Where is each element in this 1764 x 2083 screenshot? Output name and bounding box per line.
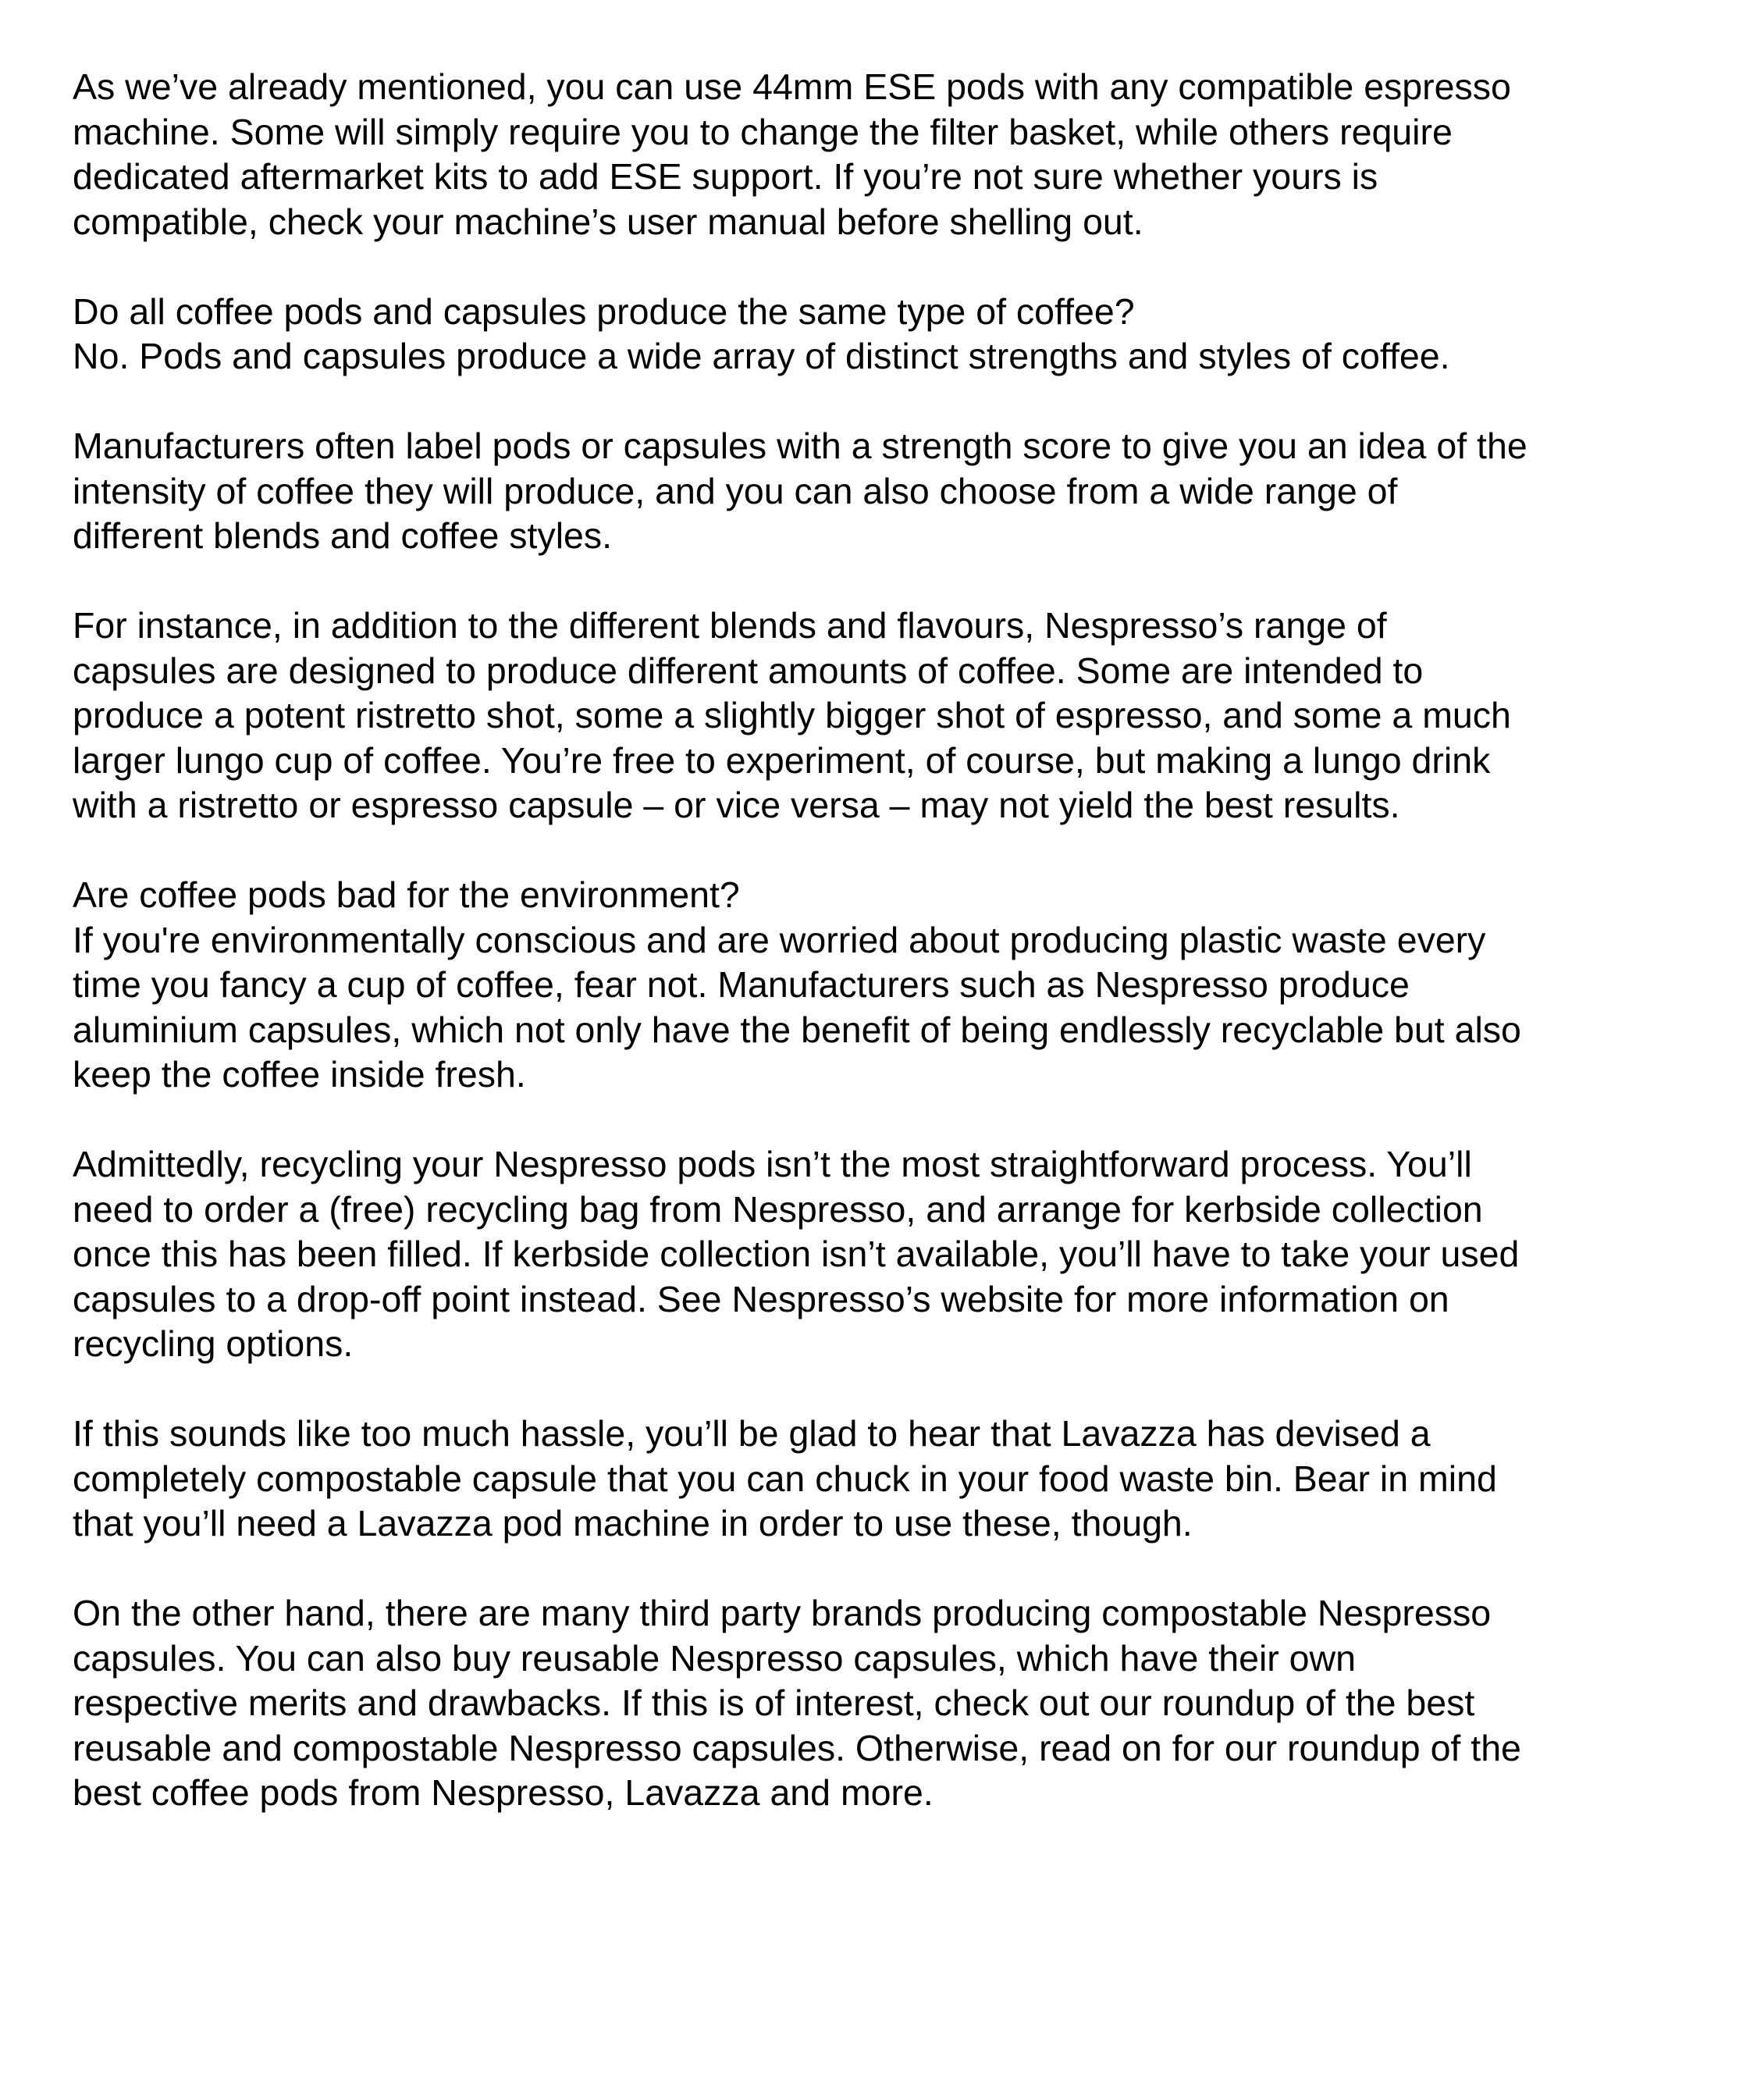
faq-answer: aluminium capsules, which not only have the benefit of being endlessly recyclable but also xyxy=(73,1009,1521,1050)
text-line: dedicated aftermarket kits to add ESE support. If you’re not sure whether yours is xyxy=(73,156,1378,197)
text-line: On the other hand, there are many third party brands producing compostable Nespresso xyxy=(73,1593,1492,1633)
text-line: machine. Some will simply require you to change the filter basket, while others require xyxy=(73,111,1453,152)
text-line: capsules are designed to produce different amounts of coffee. Some are intended to xyxy=(73,650,1424,691)
faq-environment xyxy=(73,873,1735,1098)
text-line: best coffee pods from Nespresso, Lavazza and more. xyxy=(73,1772,934,1813)
faq-answer: time you fancy a cup of coffee, fear not. Manufacturers such as Nespresso produce xyxy=(73,964,1410,1005)
text-line: with a ristretto or espresso capsule – or vice versa – may not yield the best results. xyxy=(73,785,1400,825)
faq-answer: If you're environmentally conscious and are worried about producing plastic waste every xyxy=(73,919,1486,960)
text-line: intensity of coffee they will produce, and you can also choose from a wide range of xyxy=(73,470,1398,511)
text-line: need to order a (free) recycling bag from Nespresso, and arrange for kerbside collection xyxy=(73,1188,1483,1230)
faq-same-type-of-coffee xyxy=(73,290,1735,379)
text-line: that you’ll need a Lavazza pod machine in order to use these, though. xyxy=(73,1503,1193,1544)
paragraph-lavazza-compostable xyxy=(73,1412,1735,1547)
text-line: respective merits and drawbacks. If this is of interest, check out our roundup of the best xyxy=(73,1682,1475,1723)
text-line: As we’ve already mentioned, you can use 44mm ESE pods with any compatible espresso xyxy=(73,66,1511,107)
text-line: larger lungo cup of coffee. You’re free to experiment, of course, but making a lungo drink xyxy=(73,739,1491,781)
text-line: completely compostable capsule that you can chuck in your food waste bin. Bear in mind xyxy=(73,1458,1497,1499)
text-line: reusable and compostable Nespresso capsules. Otherwise, read on for our roundup of the xyxy=(73,1727,1521,1768)
faq-answer: keep the coffee inside fresh. xyxy=(73,1054,526,1095)
text-line: different blends and coffee styles. xyxy=(73,515,613,556)
text-line: Admittedly, recycling your Nespresso pods isn’t the most straightforward process. You’ll xyxy=(73,1144,1472,1184)
paragraph-ese-compatibility xyxy=(73,65,1735,244)
text-line: If this sounds like too much hassle, you’ll be glad to hear that Lavazza has devised a xyxy=(73,1413,1431,1454)
text-line: For instance, in addition to the different blends and flavours, Nespresso’s range of xyxy=(73,605,1387,646)
paragraph-strength-score xyxy=(73,424,1735,559)
document-page xyxy=(73,65,1735,1860)
faq-question: Are coffee pods bad for the environment? xyxy=(73,874,740,915)
faq-answer: No. Pods and capsules produce a wide array of distinct strengths and styles of coffee. xyxy=(73,336,1450,376)
text-line: produce a potent ristretto shot, some a slightly bigger shot of espresso, and some a much xyxy=(73,695,1511,735)
paragraph-recycling xyxy=(73,1142,1735,1367)
text-line: capsules. You can also buy reusable Nespresso capsules, which have their own xyxy=(73,1637,1356,1679)
text-line: recycling options. xyxy=(73,1323,354,1364)
faq-question: Do all coffee pods and capsules produce the same type of coffee? xyxy=(73,290,1135,332)
paragraph-third-party-brands xyxy=(73,1591,1735,1816)
text-line: Manufacturers often label pods or capsules with a strength score to give you an idea of the xyxy=(73,426,1527,466)
text-line: once this has been filled. If kerbside collection isn’t available, you’ll have to take your used xyxy=(73,1234,1520,1274)
text-line: compatible, check your machine’s user manual before shelling out. xyxy=(73,201,1143,242)
paragraph-nespresso-range xyxy=(73,604,1735,828)
text-line: capsules to a drop-off point instead. See Nespresso’s website for more information on xyxy=(73,1278,1449,1319)
